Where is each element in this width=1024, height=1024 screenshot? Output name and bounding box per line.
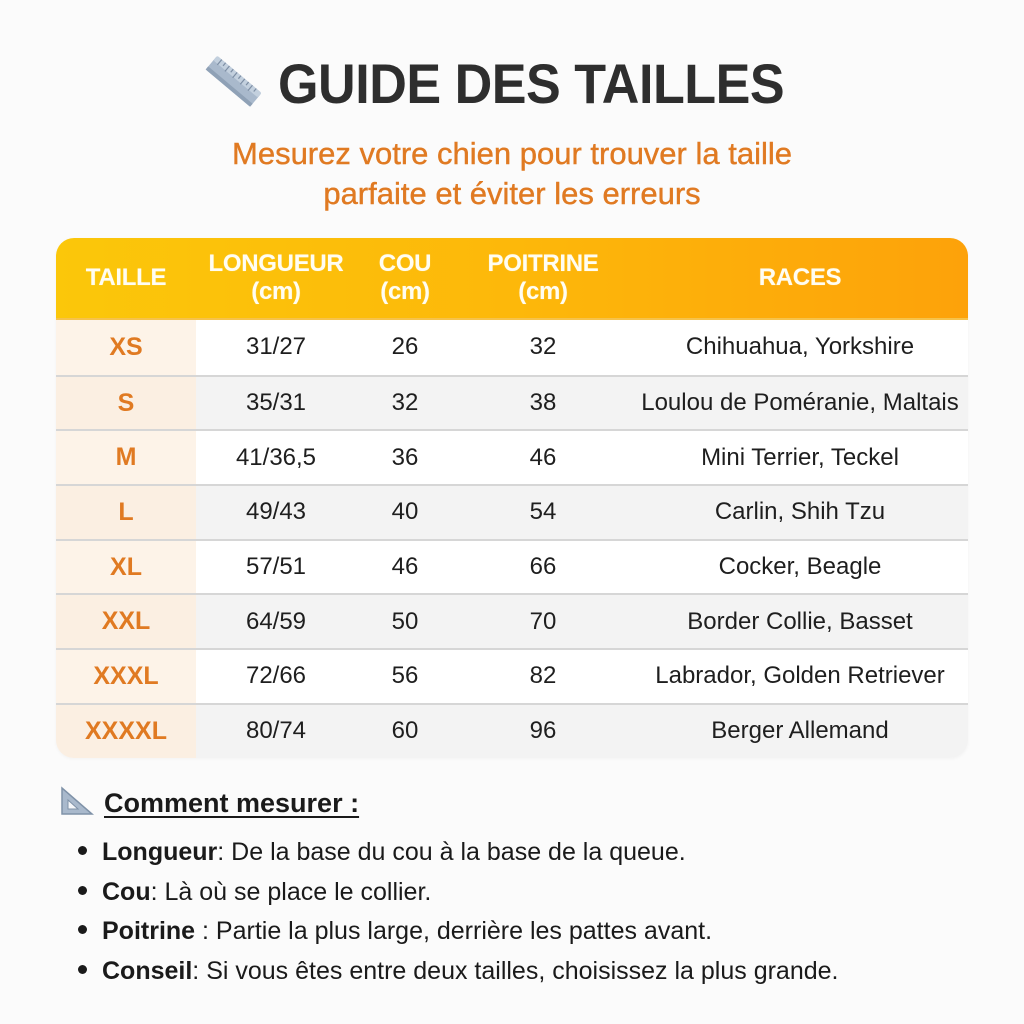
list-item-longueur: Longueur: De la base du cou à la base de la queue. [78, 833, 960, 873]
title-row [0, 52, 1024, 116]
longueur-cell: 35/31 [245, 389, 307, 417]
cou-cell: 32 [391, 389, 419, 417]
cou-cell: 26 [391, 333, 419, 361]
races-cell: Carlin, Shih Tzu [714, 498, 886, 526]
longueur-cell: 80/74 [245, 717, 307, 745]
cou-cell: 36 [391, 443, 419, 471]
cou-cell: 40 [391, 498, 419, 526]
column-header-races: RACES [758, 264, 842, 291]
longueur-cell: 57/51 [245, 553, 307, 581]
subtitle-line-1: Mesurez votre chien pour trouver la taille [232, 136, 792, 171]
table-row [56, 593, 968, 648]
triangle-ruler-icon [60, 786, 94, 821]
table-row [56, 703, 968, 758]
cou-cell: 56 [391, 662, 419, 690]
column-header-taille: TAILLE [85, 264, 167, 291]
size-table [56, 238, 968, 758]
longueur-cell: 31/27 [245, 333, 307, 361]
page-title: GUIDE DES TAILLES [277, 52, 785, 115]
races-cell: Cocker, Beagle [718, 553, 882, 581]
size-cell: XS [56, 320, 196, 375]
poitrine-cell: 70 [529, 607, 557, 635]
poitrine-cell: 46 [529, 443, 557, 471]
cou-cell: 46 [391, 553, 419, 581]
poitrine-cell: 54 [529, 498, 557, 526]
races-cell: Mini Terrier, Teckel [701, 443, 899, 471]
races-cell: Berger Allemand [711, 717, 889, 745]
cou-cell: 60 [391, 717, 419, 745]
poitrine-cell: 96 [529, 717, 557, 745]
races-cell: Labrador, Golden Retriever [655, 662, 945, 690]
poitrine-cell: 82 [529, 662, 557, 690]
how-to-measure-heading [60, 786, 960, 821]
races-cell: Border Collie, Basset [687, 607, 913, 635]
table-header [56, 238, 968, 320]
cou-cell: 50 [391, 607, 419, 635]
table-row [56, 648, 968, 703]
list-item-cou: Cou: Là où se place le collier. [78, 873, 960, 913]
races-cell: Chihuahua, Yorkshire [685, 333, 915, 361]
bullet-dot-icon [78, 925, 87, 934]
list-item-conseil: Conseil: Si vous êtes entre deux tailles, choisissez la plus grande. [78, 952, 960, 992]
races-cell: Loulou de Poméranie, Maltais [641, 389, 959, 417]
longueur-cell: 49/43 [245, 498, 307, 526]
bullet-dot-icon [78, 965, 87, 974]
table-row [56, 375, 968, 430]
size-cell: XXXXL [56, 705, 196, 758]
table-row [56, 539, 968, 594]
bullet-dot-icon [78, 886, 87, 895]
size-cell: S [56, 377, 196, 430]
poitrine-cell: 66 [529, 553, 557, 581]
how-to-measure-section [60, 786, 960, 991]
size-cell: M [56, 431, 196, 484]
ruler-icon [202, 53, 268, 116]
how-to-measure-title: Comment mesurer : [104, 788, 360, 818]
poitrine-cell: 32 [529, 333, 557, 361]
list-item-poitrine: Poitrine : Partie la plus large, derrière les pattes avant. [78, 912, 960, 952]
size-cell: XXXL [56, 650, 196, 703]
size-cell: L [56, 486, 196, 539]
table-row [56, 320, 968, 375]
measure-instructions-list [78, 833, 960, 991]
longueur-cell: 64/59 [245, 607, 307, 635]
table-row [56, 484, 968, 539]
table-row [56, 429, 968, 484]
longueur-cell: 72/66 [245, 662, 307, 690]
size-cell: XL [56, 541, 196, 594]
column-header-longueur: LONGUEUR (cm) [208, 250, 344, 305]
longueur-cell: 41/36,5 [235, 443, 317, 471]
subtitle [0, 134, 1024, 214]
subtitle-line-2: parfaite et éviter les erreurs [323, 176, 701, 211]
size-cell: XXL [56, 595, 196, 648]
poitrine-cell: 38 [529, 389, 557, 417]
bullet-dot-icon [78, 846, 87, 855]
column-header-poitrine: POITRINE (cm) [487, 250, 599, 305]
column-header-cou: COU (cm) [378, 250, 432, 305]
